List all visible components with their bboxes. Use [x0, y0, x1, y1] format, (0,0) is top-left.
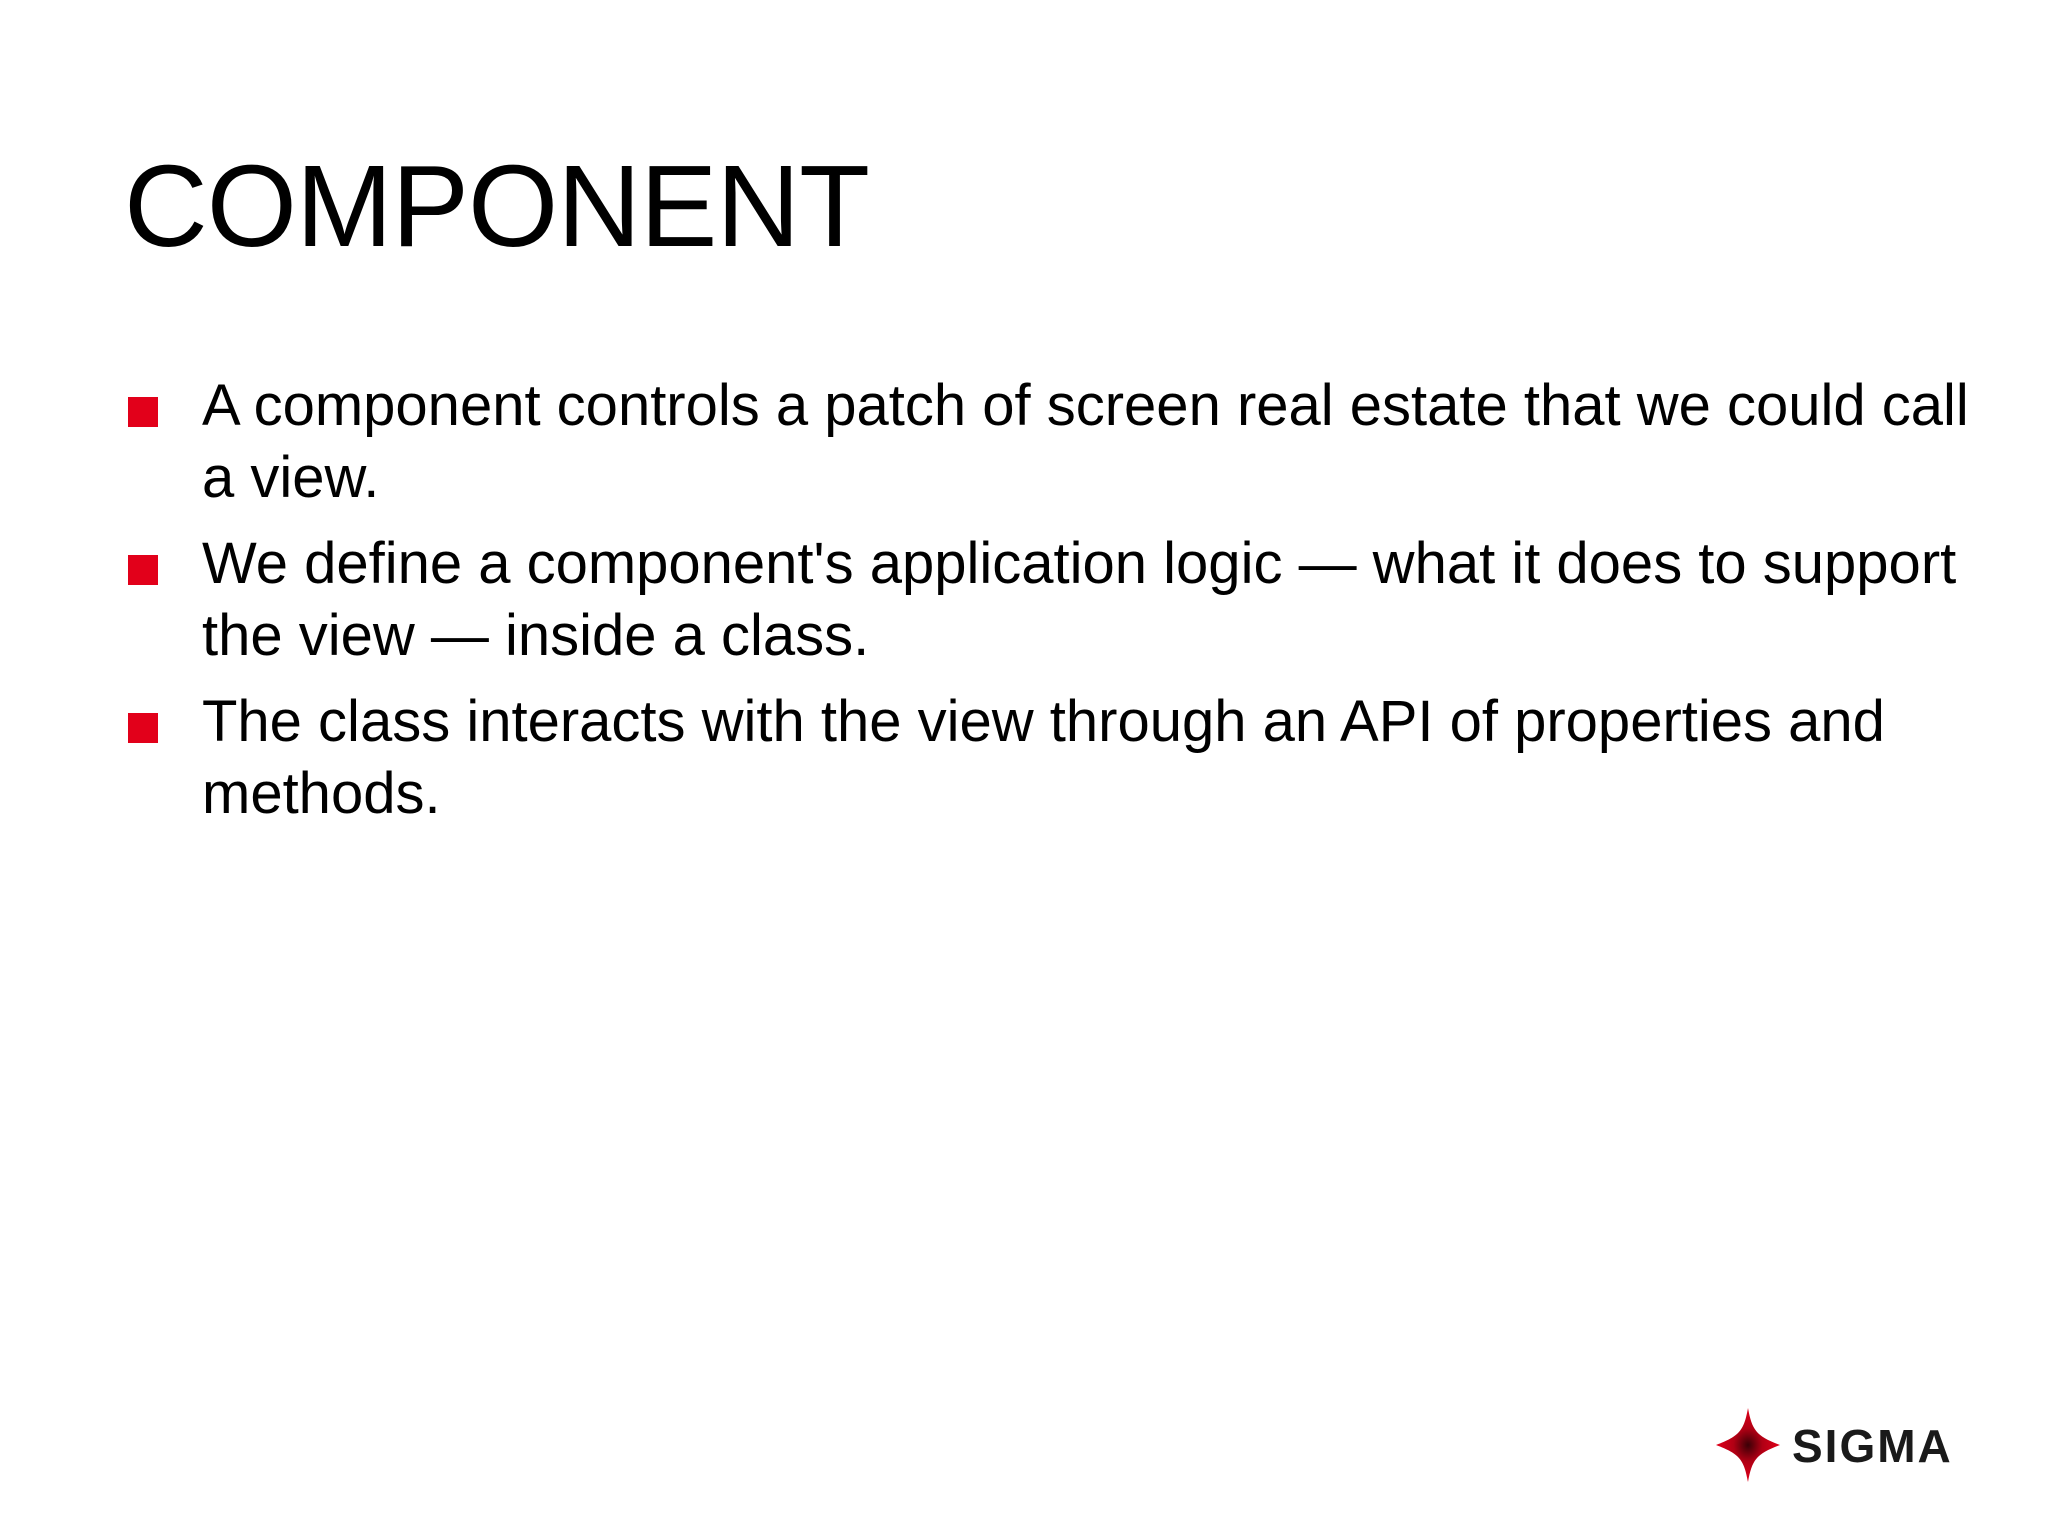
sigma-logo	[1700, 1400, 2000, 1490]
bullet-text: A component controls a patch of screen real estate that we could call a view.	[202, 373, 1969, 510]
square-bullet-icon	[128, 397, 158, 427]
sigma-star-icon	[1716, 1408, 1780, 1482]
slide-title: COMPONENT	[124, 141, 869, 271]
bullet-text: We define a component's application logic — what it does to support the view — inside a class.	[202, 531, 1957, 668]
bullet-item	[124, 370, 1984, 514]
bullet-item	[124, 528, 1984, 672]
bullet-list	[124, 370, 1984, 844]
bullet-text: The class interacts with the view through an API of properties and methods.	[202, 689, 1885, 826]
square-bullet-icon	[128, 713, 158, 743]
square-bullet-icon	[128, 555, 158, 585]
logo-text: SIGMA	[1792, 1420, 1953, 1472]
bullet-item	[124, 686, 1984, 830]
